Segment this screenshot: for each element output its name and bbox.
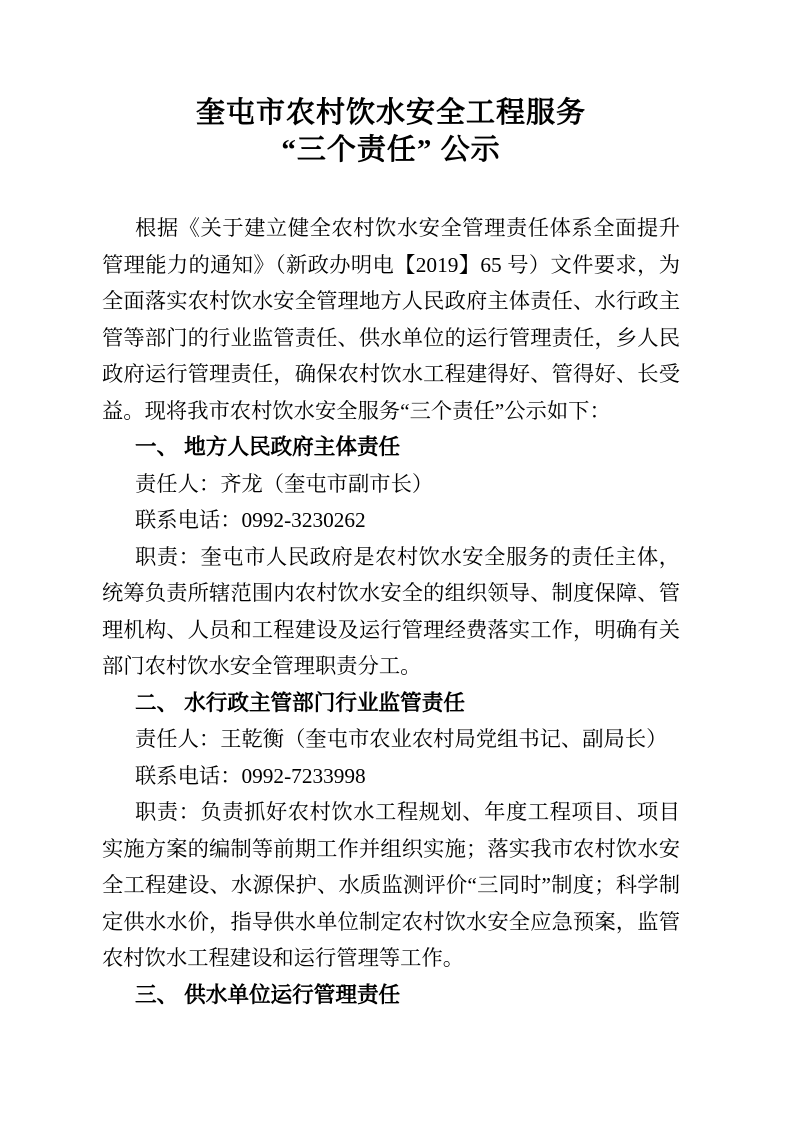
document-title	[102, 95, 680, 169]
title-line-1: 奎屯市农村饮水安全工程服务	[195, 97, 586, 129]
intro-paragraph: 根据《关于建立健全农村饮水安全管理责任体系全面提升管理能力的通知》（新政办明电【2019】65 号）文件要求，为全面落实农村饮水安全管理地方人民政府主体责任、水行政主管等部门的行业监管责任、供水单位的运行管理责任，乡人民政府运行管理责任，确保农村饮水工程建得好、管得好、长受益。现将我市农村饮水安全服务“三个责任”公示如下：	[102, 216, 680, 423]
section-3-heading: 三、 供水单位运行管理责任	[135, 981, 401, 1007]
section-2-duties: 职责：负责抓好农村饮水工程规划、年度工程项目、项目实施方案的编制等前期工作并组织实施；落实我市农村饮水安全工程建设、水源保护、水质监测评价“三同时”制度；科学制定供水水价，指导供水单位制定农村饮水安全应急预案，监管农村饮水工程建设和运行管理等工作。	[102, 800, 680, 970]
section-2-contact-phone: 联系电话：0992-7233998	[135, 763, 366, 788]
section-2-responsible-person: 责任人：王乾衡（奎屯市农业农村局党组书记、副局长）	[135, 727, 668, 751]
section-1-duties: 职责：奎屯市人民政府是农村饮水安全服务的责任主体，统筹负责所辖范围内农村饮水安全的组织领导、制度保障、管理机构、人员和工程建设及运行管理经费落实工作，明确有关部门农村饮水安全管理职责分工。	[102, 544, 680, 678]
section-1-responsible-person: 责任人：齐龙（奎屯市副市长）	[135, 471, 434, 496]
section-1-heading: 一、 地方人民政府主体责任	[135, 434, 401, 459]
title-line-2: “三个责任” 公示	[281, 134, 501, 166]
section-1-contact-phone: 联系电话：0992-3230262	[135, 508, 366, 532]
document-body	[102, 210, 680, 1013]
section-2-heading: 二、 水行政主管部门行业监管责任	[135, 689, 465, 715]
